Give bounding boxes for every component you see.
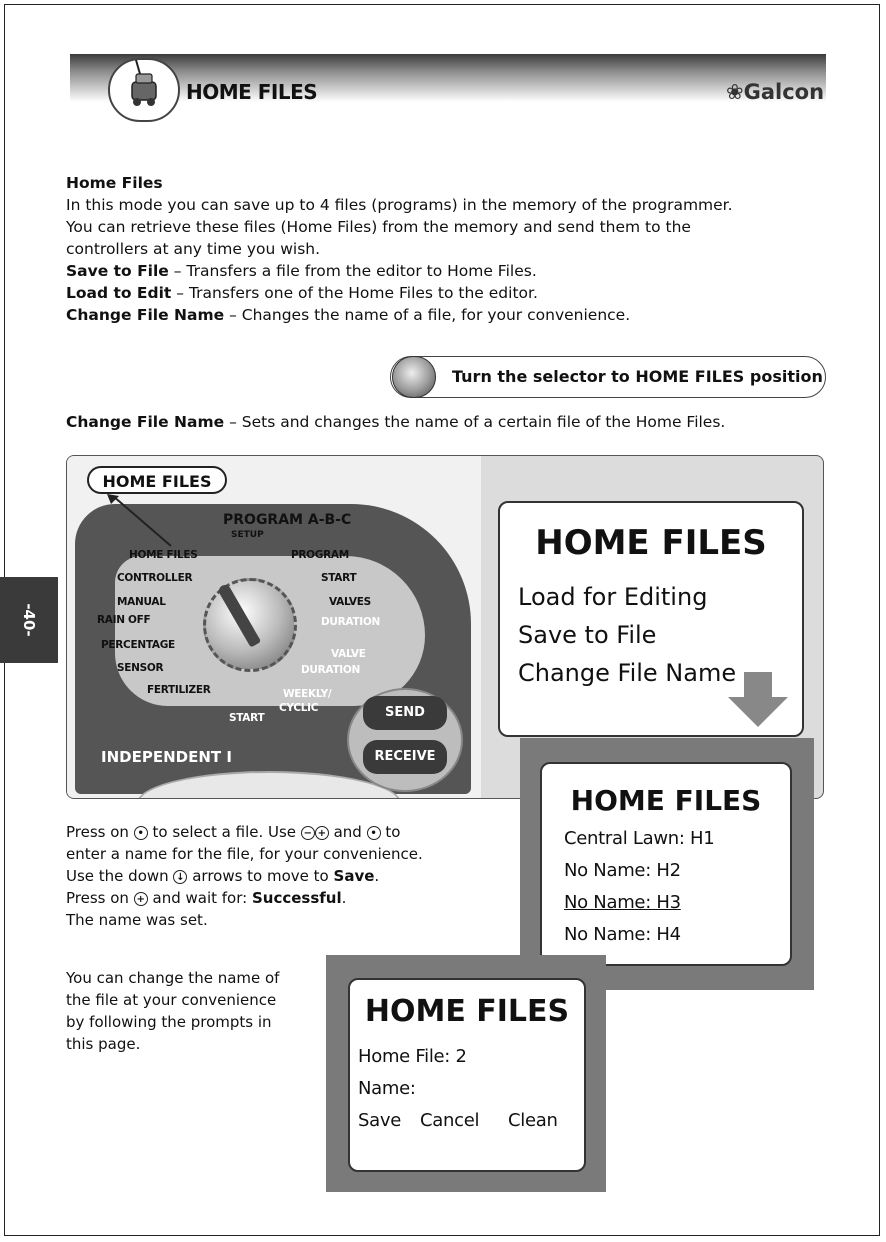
press-line-4a: Press on [66, 889, 129, 907]
page-number: -40- [20, 603, 38, 637]
send-button[interactable]: SEND [363, 696, 447, 730]
cancel-option[interactable]: Cancel [420, 1110, 480, 1131]
press-line-4d: . [341, 889, 347, 907]
program-abc-label: PROGRAM A-B-C [223, 512, 352, 528]
press-line-3d: . [374, 867, 380, 885]
press-line-1b: to select a file. Use [152, 823, 297, 841]
intro-line3: controllers at any time you wish. [66, 240, 321, 258]
press-line-1d: to [385, 823, 401, 841]
pointer-arrow-icon [107, 494, 177, 550]
change-file-name-term: Change File Name [66, 306, 225, 324]
load-to-edit-desc: – Transfers one of the Home Files to the editor. [171, 284, 538, 302]
dial-label-fertilizer: FERTILIZER [147, 684, 211, 696]
page-number-tab [0, 577, 58, 663]
press-line-1c: and [333, 823, 362, 841]
home-file-number: Home File: 2 [358, 1046, 467, 1067]
change-file-name-definition [66, 413, 725, 431]
dial-label-valve-duration: DURATION [301, 664, 361, 676]
file-item-h4[interactable]: No Name: H4 [564, 924, 681, 945]
dial-label-valves: VALVES [329, 596, 371, 608]
save-to-file-desc: – Transfers a file from the editor to Home Files. [168, 262, 537, 280]
header-title: HOME FILES [186, 80, 318, 104]
file-item-h3[interactable]: No Name: H3 [564, 892, 681, 913]
change-file-name-def-term: Change File Name [66, 413, 225, 431]
dial-label-weekly: WEEKLY/ [283, 688, 332, 700]
lcd-screen-edit-name [348, 978, 586, 1172]
press-line-3b: arrows to move to [192, 867, 329, 885]
intro-line2: You can retrieve these files (Home Files) from the memory and send them to the [66, 218, 691, 236]
galcon-logo-text: Galcon [743, 80, 825, 104]
menu-item-save-to-file[interactable]: Save to File [518, 621, 657, 649]
selector-instruction: Turn the selector to HOME FILES position [452, 367, 823, 386]
dial-label-percentage: PERCENTAGE [101, 639, 175, 651]
device-controller-area [67, 456, 481, 799]
screen-list-title: HOME FILES [570, 784, 762, 817]
galcon-mark-icon: ❀ [726, 80, 744, 104]
file-item-h1[interactable]: Central Lawn: H1 [564, 828, 715, 849]
down-arrow-stem [744, 672, 772, 698]
dial-label-start: START [321, 572, 357, 584]
change-name-note [66, 967, 326, 1055]
galcon-logo [726, 80, 824, 104]
plus-button-icon-2: + [134, 892, 148, 906]
select-button-icon: • [134, 826, 148, 840]
change-note-line2: the file at your convenience [66, 991, 277, 1009]
selector-knob-icon [392, 356, 436, 398]
menu-item-load-for-editing[interactable]: Load for Editing [518, 583, 708, 611]
change-note-line1: You can change the name of [66, 969, 280, 987]
press-line-4b: and wait for: [152, 889, 248, 907]
dial-label-controller: CONTROLLER [117, 572, 193, 584]
save-to-file-term: Save to File [66, 262, 169, 280]
menu-item-change-file-name[interactable]: Change File Name [518, 659, 737, 687]
press-line-4c: Successful [251, 889, 342, 907]
dial-label-cyclic: CYCLIC [279, 702, 319, 714]
press-line-1a: Press on [66, 823, 129, 841]
dial-label-rain-off: RAIN OFF [97, 614, 151, 626]
robot-icon [108, 58, 180, 122]
change-file-name-desc: – Changes the name of a file, for your convenience. [224, 306, 631, 324]
dial-label-duration: DURATION [321, 616, 381, 628]
setup-label: SETUP [231, 530, 264, 540]
header-bar [70, 54, 826, 102]
press-line-2: enter a name for the file, for your convenience. [66, 845, 423, 863]
dial-label-valve: VALVE [331, 648, 366, 660]
press-line-1 [66, 821, 516, 843]
save-to-file-line [66, 260, 836, 282]
home-files-pill-label: HOME FILES [87, 466, 227, 494]
change-file-name-line [66, 304, 836, 326]
dial-label-program: PROGRAM [291, 549, 349, 561]
dial-label-sensor: SENSOR [117, 662, 164, 674]
press-line-5: The name was set. [66, 911, 208, 929]
plus-button-icon: + [315, 826, 329, 840]
load-to-edit-line [66, 282, 836, 304]
change-note-line4: this page. [66, 1035, 141, 1053]
press-line-3c: Save [333, 867, 375, 885]
press-line-4 [66, 887, 516, 909]
press-instructions [66, 821, 516, 931]
file-item-h2[interactable]: No Name: H2 [564, 860, 681, 881]
screen-edit-title: HOME FILES [364, 994, 570, 1029]
minus-button-icon: − [301, 826, 315, 840]
receive-button[interactable]: RECEIVE [363, 740, 447, 774]
change-note-line3: by following the prompts in [66, 1013, 272, 1031]
load-to-edit-term: Load to Edit [66, 284, 172, 302]
down-arrow-button-icon: ↓ [173, 870, 187, 884]
name-field[interactable]: Name: [358, 1078, 416, 1099]
save-option[interactable]: Save [358, 1110, 401, 1131]
press-line-3a: Use the down [66, 867, 169, 885]
intro-section [66, 172, 836, 326]
press-line-3 [66, 865, 516, 887]
intro-heading: Home Files [66, 174, 163, 192]
select-button-icon-2: • [367, 826, 381, 840]
lcd-screen-file-list [540, 762, 792, 966]
change-file-name-def-desc: – Sets and changes the name of a certain file of the Home Files. [224, 413, 726, 431]
down-arrow-icon [728, 697, 788, 727]
dial-label-start-bottom: START [229, 712, 265, 724]
dial-label-manual: MANUAL [117, 596, 166, 608]
independent-label: INDEPENDENT I [101, 748, 232, 766]
intro-line1: In this mode you can save up to 4 files (programs) in the memory of the programmer. [66, 196, 733, 214]
dial-label-home-files: HOME FILES [129, 549, 198, 561]
screen-main-title: HOME FILES [535, 523, 767, 563]
clean-option[interactable]: Clean [508, 1110, 558, 1131]
